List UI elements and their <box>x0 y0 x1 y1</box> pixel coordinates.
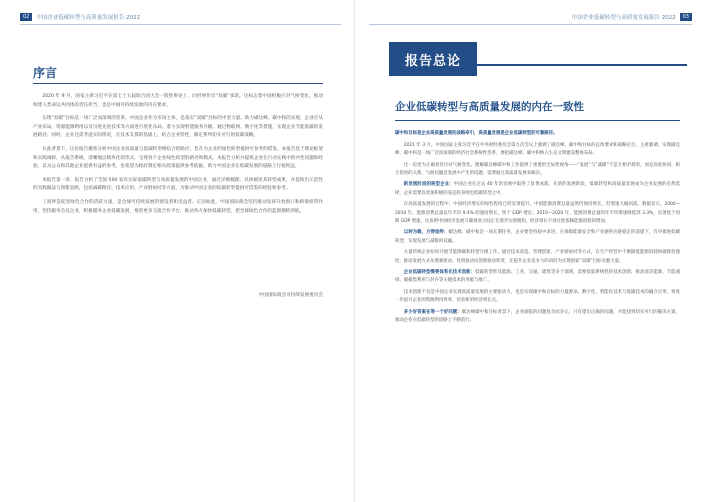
lead-paragraph: 碳中和目标是企业高质量发展的战略牵引，高质量发展是企业低碳转型的可靠路径。 <box>395 131 558 136</box>
keyword-paragraph <box>395 309 680 326</box>
paragraph: 大量传统企业纷纷开展节能降碳和转型升级工作，通过技术改造、管理创新、产业链协同等方式，在生产经营中不断降低能源消耗和碳排放强度，推动发展方式从要素驱动、投资驱动向创新驱动转变，在提升企业竞争力的同时为实现国家“双碳”目标贡献力量。 <box>395 250 680 264</box>
keyword-text: 低碳转型涉及能源、工业、交通、建筑等多个领域，需要依靠系统性的技术创新，推动清洁能源、节能减排、碳捕集利用与封存等关键技术的突破与推广。 <box>395 270 680 284</box>
keyword-label: 多少好答案在等一个好问题： <box>403 310 462 316</box>
banner-rule <box>477 64 687 66</box>
paragraph: 这一论述为正确看待应对气候变化、理解碳达峰碳中和工作提供了重要的全局性视角——“发展”与“减碳”不是互相矛盾的，而是高度协同、相互促进的关系。气候问题是发展中产生的问题，需要通过高质量发展来解决。 <box>395 162 680 176</box>
keyword-label: 以转为稳，方得始终： <box>403 230 449 236</box>
page-number-badge: 03 <box>680 13 692 21</box>
keyword-text: 中国企业在过去 40 年的发展中取得了显著成就，在新的发展阶段，低碳转型和高质量发展成为企业发展的必然选择，企业需要以更加积极的姿态投身绿色低碳转型之中。 <box>395 182 680 196</box>
header-title: 中国企业低碳转型与高质量发展报告 2022 <box>36 15 141 21</box>
paragraph: 2020 年 9 月，国家主席习近平在第七十五届联合国大会一般性辩论上，向世界作出“双碳”承诺。这标志着中国积极应对气候变化、推动构建人类命运共同体的责任担当，也是中国可持续发展的内在要求。 <box>33 94 323 108</box>
keyword-paragraph <box>395 269 680 286</box>
page-title: 序言 <box>33 66 58 80</box>
paragraph: 工商界是促进绿色合作的活跃力量，是全球可持续发展的建设者和受益者。正因如此，中国国际商会坚持推动发挥开放窗口和桥梁纽带作用，坚持服务会员企业，积极服务企业低碳发展，推进更多交流合作平台，推动各方加快低碳转型，把全球绿色合作的蓝图描绘到底。 <box>33 199 323 214</box>
header-divider <box>369 24 692 25</box>
paragraph: 在此背景下，这份报告聚焦分析中国企业高质量与低碳转型相结合的路径，旨在为企业的绿色转型提供可参考的借鉴。本报告基于理论框架和实践调研，从报告系统、清晰地以模块化的形式，呈现各个企业绿色转型的路径和模式。本报告分析并提炼企业在行动实践中的共性问题和经验，以为公众和其他企业提供有益的参考，也希望为政府制定相关政策提供参考依据，助力中国企业在低碳发展的道路上行稳致远。 <box>33 146 323 170</box>
keyword-text: 碳达峰、碳中和是一项长期任务，企业要坚持稳中求进，在保障能源安全和产业链供应链稳定的前提下，有序推进低碳转型，实现发展与减排的双赢。 <box>395 230 680 244</box>
section-title: 企业低碳转型与高质量发展的内在一致性 <box>395 101 584 113</box>
chapter-banner: 报告总论 <box>389 42 477 76</box>
keyword-paragraph <box>395 181 680 198</box>
keyword-text: 碳达峰碳中和目标背景下，企业面临的问题复杂而多元，只有提出正确的问题，才能找到切实可行的解决方案，推动企业在低碳转型的道路上不断前行。 <box>395 310 680 324</box>
paragraph: 技术创新不仅是中国企业实现高质量发展的主要驱动力，也是实现碳中和目标的力量源泉。数字化、智能化技术与低碳技术的融合应用，将进一步提升企业的资源利用效率，培育新的经济增长点。 <box>395 290 680 304</box>
running-header <box>20 12 140 22</box>
preface-body <box>33 93 323 221</box>
paragraph: 本报告第一章，报告分析了全国 500 家有实际低碳转型与高质量发展的中国企业，通过详细梳理，具体阐述其转型成果，并提炼出示范性的实践做法与创新思路，包括减碳路径、技术应用、产业链协同等方面，为推动中国企业的低碳转型提供可借鉴的经验和参考。 <box>33 177 323 192</box>
report-body <box>395 130 680 329</box>
header-title: 中国企业低碳转型与高质量发展报告 2022 <box>571 15 676 21</box>
paragraph: 2021 年 3 月，中国国家主席习近平在中央财经委员会第九次会议上强调了碳达峰、碳中和目标的总体要求和战略定位。主席强调，实现碳达峰、碳中和是一场广泛而深刻的经济社会系统性变革，要把碳达峰、碳中和纳入生态文明建设整体布局。 <box>395 142 680 156</box>
keyword-label: 新发展阶段的转型企业： <box>403 182 454 188</box>
paragraph: 在高质量发展的过程中，中国经济增长的绿色程度已经显著提升。中国能源消费总量虽然仍保持增长，但增速大幅回落。数据显示，2000—2010 年，能源消费总量以年平均 9.4% 的速度增长，快于 GDP 增长；2010—2020 年，能源消费总量的年平均增速降低到 3.3%，显著低于同期 GDP 增速。这表明中国经济发展与碳排放之间正在逐步实现脱钩，经济增长不再过度依赖能源消耗的增加。 <box>395 202 680 224</box>
running-header <box>572 12 692 22</box>
right-page <box>355 0 710 502</box>
paragraph: 实现“双碳”目标是一场广泛而深刻的变革，中国企业作为市场主体，是落实“双碳”目标的中坚力量。助力碳达峰、碳中和的实现，企业应从产业布局、资源能源利用以及引进先进技术等方面进行优化布局。着力实现智能服务升级、通过物联网、数字化等措施，实现企业节能低碳的发展路径。同时，企业还需考虑实际情况，在技术支撑的基础上，结合企业特性，制定系列切实可行的低碳战略。 <box>33 116 323 139</box>
signature: 中国国际商会可持续发展委员会 <box>258 293 323 298</box>
page-number-badge: 02 <box>20 13 32 21</box>
section-divider <box>395 120 680 121</box>
keyword-label: 企业低碳转型需要体系化技术创新： <box>403 270 476 276</box>
header-divider <box>20 24 341 25</box>
title-divider <box>33 83 323 84</box>
keyword-paragraph <box>395 229 680 246</box>
